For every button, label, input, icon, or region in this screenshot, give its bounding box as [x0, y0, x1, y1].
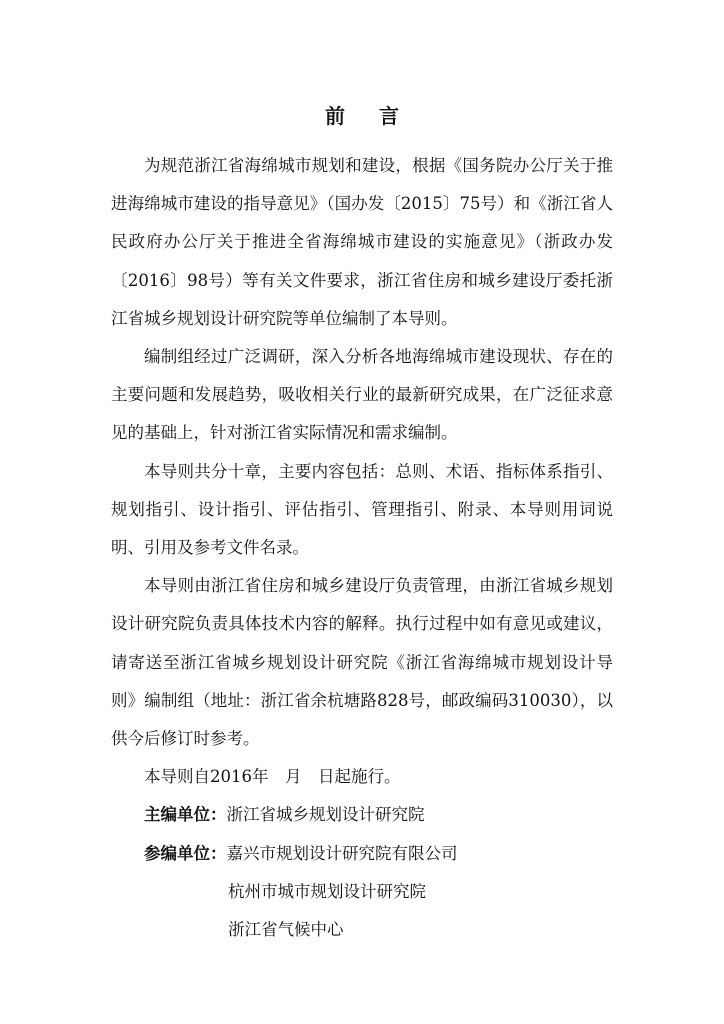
page-title: 前言 [325, 104, 433, 128]
co-editor-label: 参编单位： [144, 843, 227, 863]
paragraph-contents: 本导则共分十章，主要内容包括：总则、术语、指标体系指引、规划指引、设计指引、评估指引、管理指引、附录、本导则用词说明、引用及参考文件名录。 [111, 461, 613, 558]
co-editor-unit: 杭州市城市规划设计研究院 [228, 881, 426, 901]
chief-editor-row [111, 796, 613, 834]
chief-editor-value: 浙江省城乡规划设计研究院 [226, 805, 425, 825]
paragraph-purpose: 为规范浙江省海绵城市规划和建设，根据《国务院办公厅关于推进海绵城市建设的指导意见》（国办发〔2015〕75号）和《浙江省人民政府办公厅关于推进全省海绵城市建设的实施意见》（浙政办发〔2016〕98号）等有关文件要求，浙江省住房和城乡建设厅委托浙江省城乡规划设计研究院等单位编制了本导则。 [111, 156, 613, 328]
co-editor-unit: 浙江省气候中心 [228, 920, 344, 940]
paragraph-effective-date: 本导则自2016年 月 日起施行。 [144, 767, 401, 787]
co-editor-unit: 嘉兴市规划设计研究院有限公司 [226, 843, 458, 863]
preface-body [111, 147, 613, 949]
co-editor-row [111, 835, 613, 873]
chief-editor-label: 主编单位： [144, 805, 227, 825]
paragraph-research: 编制组经过广泛调研，深入分析各地海绵城市建设现状、存在的主要问题和发展趋势，吸收相关行业的最新研究成果，在广泛征求意见的基础上，针对浙江省实际情况和需求编制。 [111, 347, 613, 443]
paragraph-management: 本导则由浙江省住房和城乡建设厅负责管理，由浙江省城乡规划设计研究院负责具体技术内容的解释。执行过程中如有意见或建议，请寄送至浙江省城乡规划设计研究院《浙江省海绵城市规划设计导则》编制组（地址：浙江省余杭塘路828号，邮政编码310030），以供今后修订时参考。 [111, 576, 613, 749]
